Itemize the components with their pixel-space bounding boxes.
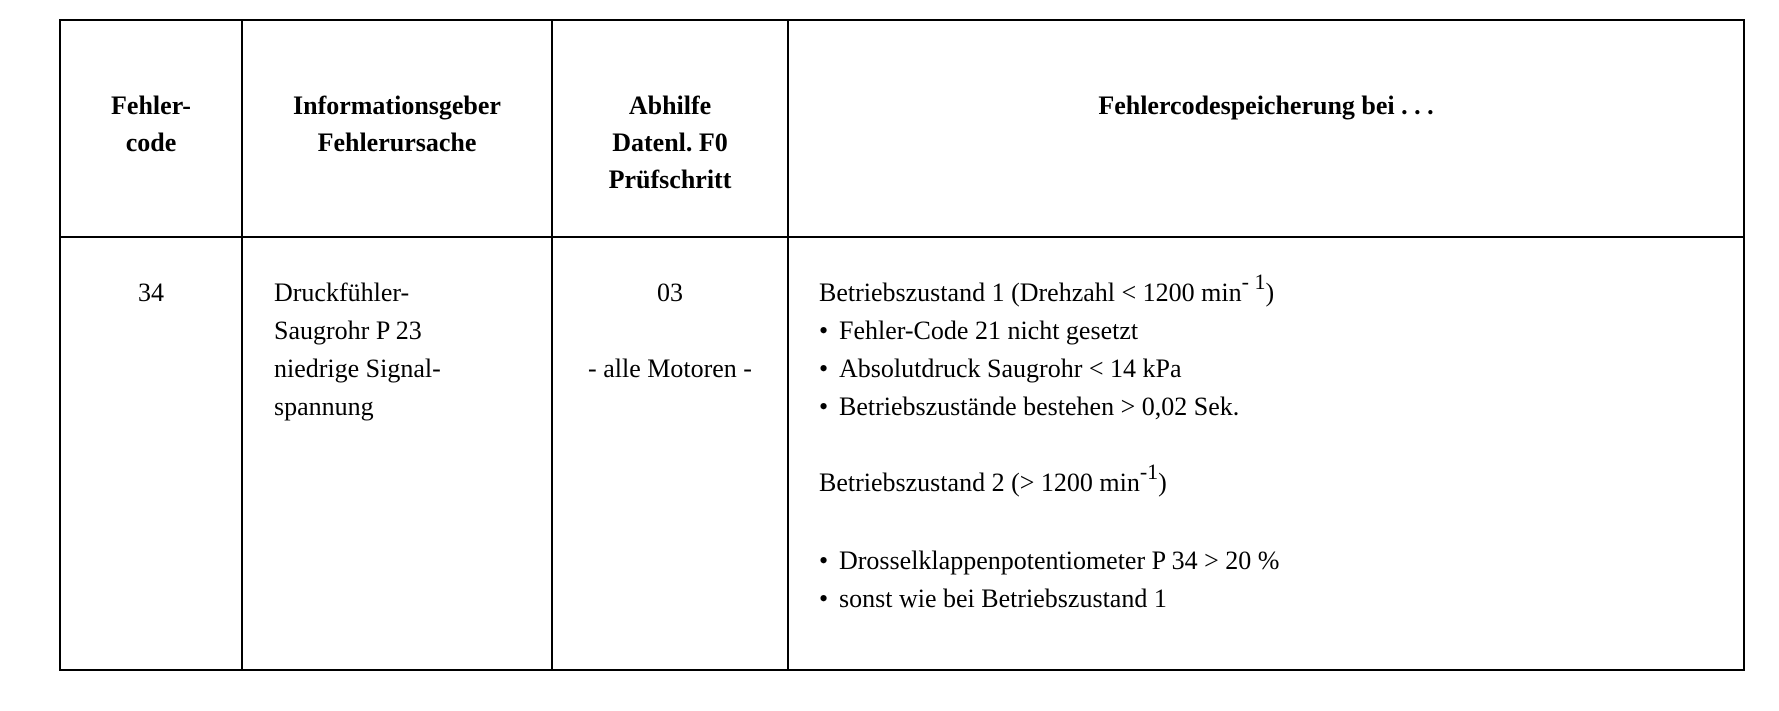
bullet-icon: • <box>819 584 829 613</box>
header-info-cause-line-2: Fehlerursache <box>317 128 477 157</box>
fault-code-value: 34 <box>138 278 164 307</box>
storage-conditions-cell <box>788 237 1744 670</box>
state2-item-text: Drosselklappenpotentiometer P 34 > 20 % <box>839 546 1280 575</box>
header-fault-code-line-1: Fehler- <box>111 91 191 120</box>
spacer <box>819 502 1743 542</box>
header-remedy-line-2: Datenl. F0 <box>612 128 728 157</box>
cause-line-3: niedrige Signal- <box>274 354 441 383</box>
remedy-scope: - alle Motoren - <box>588 354 752 383</box>
cause-cell <box>242 237 552 670</box>
header-info-cause <box>242 20 552 237</box>
state1-item <box>819 388 1743 426</box>
state2-title-exponent: -1 <box>1139 459 1159 484</box>
header-info-cause-line-1: Informationsgeber <box>293 91 501 120</box>
remedy-cell <box>552 237 788 670</box>
cause-line-2: Saugrohr P 23 <box>274 316 422 345</box>
spacer <box>819 426 1743 464</box>
fault-code-table <box>59 19 1745 671</box>
header-fault-code-line-2: code <box>125 128 177 157</box>
cause-line-1: Druckfühler- <box>274 278 410 307</box>
state1-title-close: ) <box>1265 278 1275 307</box>
state1-item <box>819 312 1743 350</box>
header-remedy-line-1: Abhilfe <box>628 91 712 120</box>
state1-item-text: Fehler-Code 21 nicht gesetzt <box>839 316 1139 345</box>
state1-item-text: Betriebszustände bestehen > 0,02 Sek. <box>839 392 1240 421</box>
header-row <box>60 20 1744 237</box>
state1-title-text: Betriebszustand 1 (Drehzahl < 1200 min <box>819 278 1242 307</box>
bullet-icon: • <box>819 546 829 575</box>
state2-item-text: sonst wie bei Betriebszustand 1 <box>839 584 1167 613</box>
state2-item <box>819 542 1743 580</box>
state2-title <box>819 459 1743 502</box>
header-code-storage <box>788 20 1744 237</box>
table-row <box>60 237 1744 670</box>
state2-item <box>819 580 1743 618</box>
state2-title-text: Betriebszustand 2 (> 1200 min <box>819 468 1140 497</box>
spacer <box>553 312 787 350</box>
header-remedy <box>552 20 788 237</box>
fault-code-cell <box>60 237 242 670</box>
remedy-step: 03 <box>657 278 683 307</box>
header-fault-code <box>60 20 242 237</box>
bullet-icon: • <box>819 354 829 383</box>
bullet-icon: • <box>819 392 829 421</box>
bullet-icon: • <box>819 316 829 345</box>
header-remedy-line-3: Prüfschritt <box>608 165 732 194</box>
state1-title-exponent: - 1 <box>1241 269 1266 294</box>
state1-item <box>819 350 1743 388</box>
state1-item-text: Absolutdruck Saugrohr < 14 kPa <box>839 354 1182 383</box>
state2-title-close: ) <box>1158 468 1167 497</box>
state1-title <box>819 269 1743 312</box>
cause-line-4: spannung <box>274 392 374 421</box>
header-code-storage-label: Fehlercodespeicherung bei . . . <box>1098 91 1434 120</box>
